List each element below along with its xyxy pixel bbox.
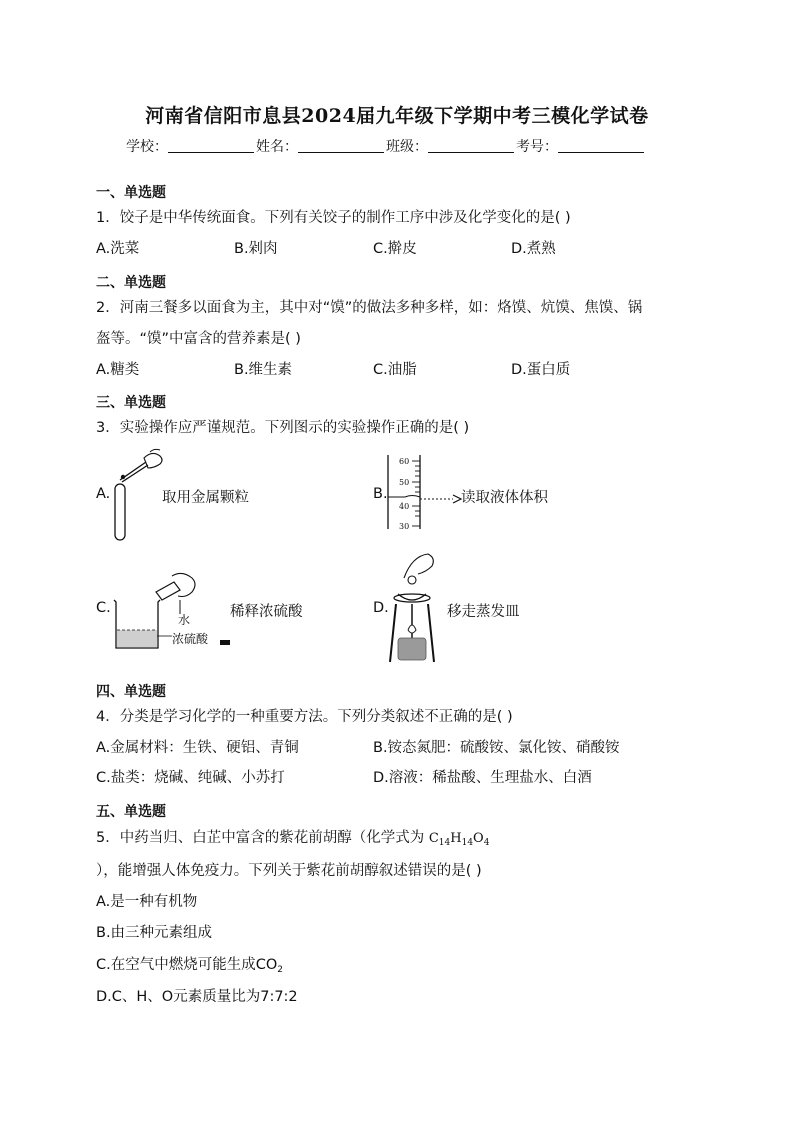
figure-c-caption: 稀释浓硫酸 [230, 604, 303, 620]
class-label: 班级： [386, 139, 428, 155]
question-text: 1．饺子是中华传统面食。下列有关饺子的制作工序中涉及化学变化的是( ) [96, 210, 571, 226]
option-c[interactable]: C.油脂 [373, 362, 417, 378]
option-d[interactable]: D.C、H、O元素质量比为7:7:2 [96, 989, 298, 1005]
figure-a-caption: 取用金属颗粒 [162, 490, 249, 506]
test-tube-tweezers-figure [106, 446, 166, 546]
figure-c-letter[interactable]: C. [96, 600, 111, 616]
school-blank[interactable] [168, 138, 254, 153]
question-prefix: 5．中药当归、白芷中富含的紫花前胡醇（化学式为 [96, 830, 425, 846]
question-text-line2: ），能增强人体免疫力。下列关于紫花前胡醇叙述错误的是( ) [96, 863, 482, 879]
exam-number-label: 考号： [516, 139, 558, 155]
figure-d-letter[interactable]: D. [373, 600, 389, 616]
tick-label: 50 [399, 478, 410, 487]
figure-b-letter[interactable]: B. [373, 486, 388, 502]
tick-label: 30 [399, 522, 410, 531]
section-heading: 三、单选题 [96, 395, 166, 411]
section-heading: 一、单选题 [96, 185, 166, 201]
question-text: 4．分类是学习化学的一种重要方法。下列分类叙述不正确的是( ) [96, 709, 513, 725]
option-b[interactable]: B.维生素 [234, 362, 293, 378]
option-d[interactable]: D.蛋白质 [511, 362, 571, 378]
name-blank[interactable] [298, 138, 384, 153]
section-heading: 二、单选题 [96, 275, 166, 291]
question-text-line2: 盔等。“馍”中富含的营养素是( ) [96, 331, 301, 347]
option-d[interactable]: D.溶液：稀盐酸、生理盐水、白酒 [373, 770, 592, 786]
option-b[interactable]: B.剁肉 [234, 241, 278, 257]
section-heading: 五、单选题 [96, 804, 166, 820]
water-label: 水 [178, 613, 191, 627]
figure-a-letter[interactable]: A. [96, 486, 111, 502]
school-label: 学校： [126, 139, 168, 155]
class-blank[interactable] [428, 138, 514, 153]
figure-b-caption: 读取液体体积 [461, 490, 548, 506]
figure-d-caption: 移走蒸发皿 [447, 604, 520, 620]
question-text-line1: 2．河南三餐多以面食为主，其中对“馍”的做法多种多样，如：烙馍、炕馍、焦馍、锅 [96, 300, 643, 316]
question-text: 3．实验操作应严谨规范。下列图示的实验操作正确的是( ) [96, 420, 470, 436]
option-a[interactable]: A.糖类 [96, 362, 140, 378]
option-c[interactable]: C.盐类：烧碱、纯碱、小苏打 [96, 770, 285, 786]
option-b[interactable]: B.由三种元素组成 [96, 925, 213, 941]
option-c[interactable]: C.在空气中燃烧可能生成$CO_2$ [96, 957, 284, 975]
option-a[interactable]: A.是一种有机物 [96, 894, 198, 910]
name-label: 姓名： [256, 139, 298, 155]
option-d[interactable]: D.煮熟 [511, 241, 556, 257]
exam-number-blank[interactable] [558, 138, 644, 153]
option-a[interactable]: A.金属材料：生铁、硬铝、青铜 [96, 740, 299, 756]
acid-label: 浓硫酸 [172, 632, 209, 646]
evaporating-dish-figure [388, 552, 444, 664]
question-text-line1 [96, 826, 489, 848]
tick-label: 40 [399, 502, 410, 511]
option-b[interactable]: B.铵态氮肥：硫酸铵、氯化铵、硝酸铵 [373, 740, 620, 756]
page-title: 河南省信阳市息县2024届九年级下学期中考三模化学试卷 [145, 105, 649, 127]
tick-label: 60 [399, 457, 410, 466]
option-a[interactable]: A.洗菜 [96, 241, 140, 257]
chemical-formula: $C_{14}H_{14}O_4$ [428, 831, 490, 848]
graduated-cylinder-figure [383, 455, 463, 531]
student-info-line [126, 136, 646, 156]
option-c[interactable]: C.擀皮 [373, 241, 417, 257]
section-heading: 四、单选题 [96, 684, 166, 700]
